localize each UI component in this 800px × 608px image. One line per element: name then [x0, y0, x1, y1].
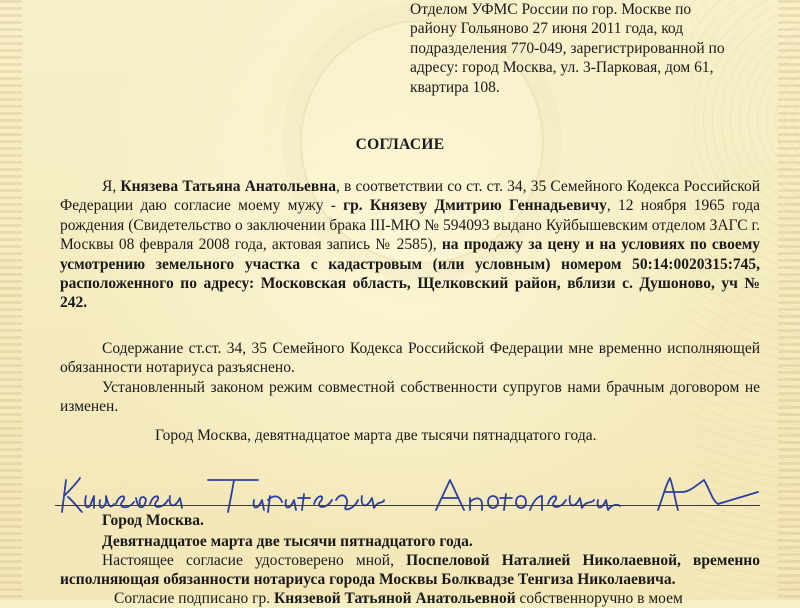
- consent-text: Содержание ст.ст. 34, 35 Семейного Кодекса Российской Федерации мне временно исполняющей обязанности нотариуса разъяснено.: [60, 340, 760, 377]
- decorative-border-left: [0, 0, 22, 600]
- grantor-name: Князева Татьяна Анатольевна: [120, 178, 336, 195]
- consent-paragraph-main: [60, 177, 760, 313]
- consent-text: , в соответствии со ст. ст. 34, 35 Семейного Кодекса Российской Федерации даю согласие моему мужу -: [60, 178, 761, 215]
- issuer-line: Отделом УФМС России по гор. Москве по: [410, 1, 692, 18]
- consent-paragraph-explained: [60, 339, 760, 378]
- consent-text: Установленный законом режим совместной собственности супругов нами брачным договором не изменен.: [60, 379, 760, 416]
- issuer-line: адресу: город Москва, ул. 3-Парковая, дом 61,: [410, 59, 714, 77]
- issuer-line: подразделения 770-049, зарегистрированной по: [410, 39, 725, 57]
- signature-line: [55, 505, 760, 506]
- dateline-text: Город Москва, девятнадцатое марта две тысячи пятнадцатого года.: [155, 427, 597, 444]
- passport-issuer-block: [410, 0, 775, 97]
- issuer-line: району Гольяново 27 июня 2011 года, код: [410, 20, 684, 38]
- issuer-line: квартира 108.: [410, 78, 500, 96]
- cert-text: Согласие подписано гр.: [114, 590, 275, 607]
- cert-text: собственноручно в моем: [515, 590, 683, 607]
- certification-city: [60, 511, 760, 530]
- document-title: СОГЛАСИЕ: [355, 136, 445, 153]
- cert-text: Девятнадцатое марта две тысячи пятнадцатого года.: [102, 533, 473, 550]
- certification-signed: [60, 589, 760, 608]
- certification-date: [60, 532, 760, 551]
- consent-text: Я,: [102, 178, 121, 195]
- cert-text: Город Москва.: [102, 512, 204, 529]
- certification-notary: [60, 551, 760, 590]
- consent-text: , 12 ноября 1965 года рождения (Свидетельство о заключении брака III-МЮ № 594093 выдано Куйбышевским отделом ЗАГС г. Москвы 08 февраля 2008 года, актовая запись № 2585),: [60, 197, 761, 254]
- consent-dateline: [60, 426, 760, 445]
- husband-name: гр. Князеву Дмитрию Геннадьевичу: [343, 197, 607, 215]
- signer-name: Князевой Татьяной Анатольевной: [274, 590, 516, 607]
- consent-subject: на продажу за цену и на условиях по своему усмотрению земельного участка с кадастровым (или условным) номером 50:14:0020315:745, расположенного по адресу: Московская область, Щелковский район, вблизи с. Душоново, уч № 242.: [60, 236, 761, 312]
- consent-paragraph-regime: [60, 378, 760, 417]
- cert-text: Настоящее согласие удостоверено мной,: [102, 552, 407, 569]
- notary-name: Поспеловой Наталией Николаевной, временно исполняющая обязанности нотариуса города Москвы Болквадзе Тенгиза Николаевича.: [60, 552, 760, 589]
